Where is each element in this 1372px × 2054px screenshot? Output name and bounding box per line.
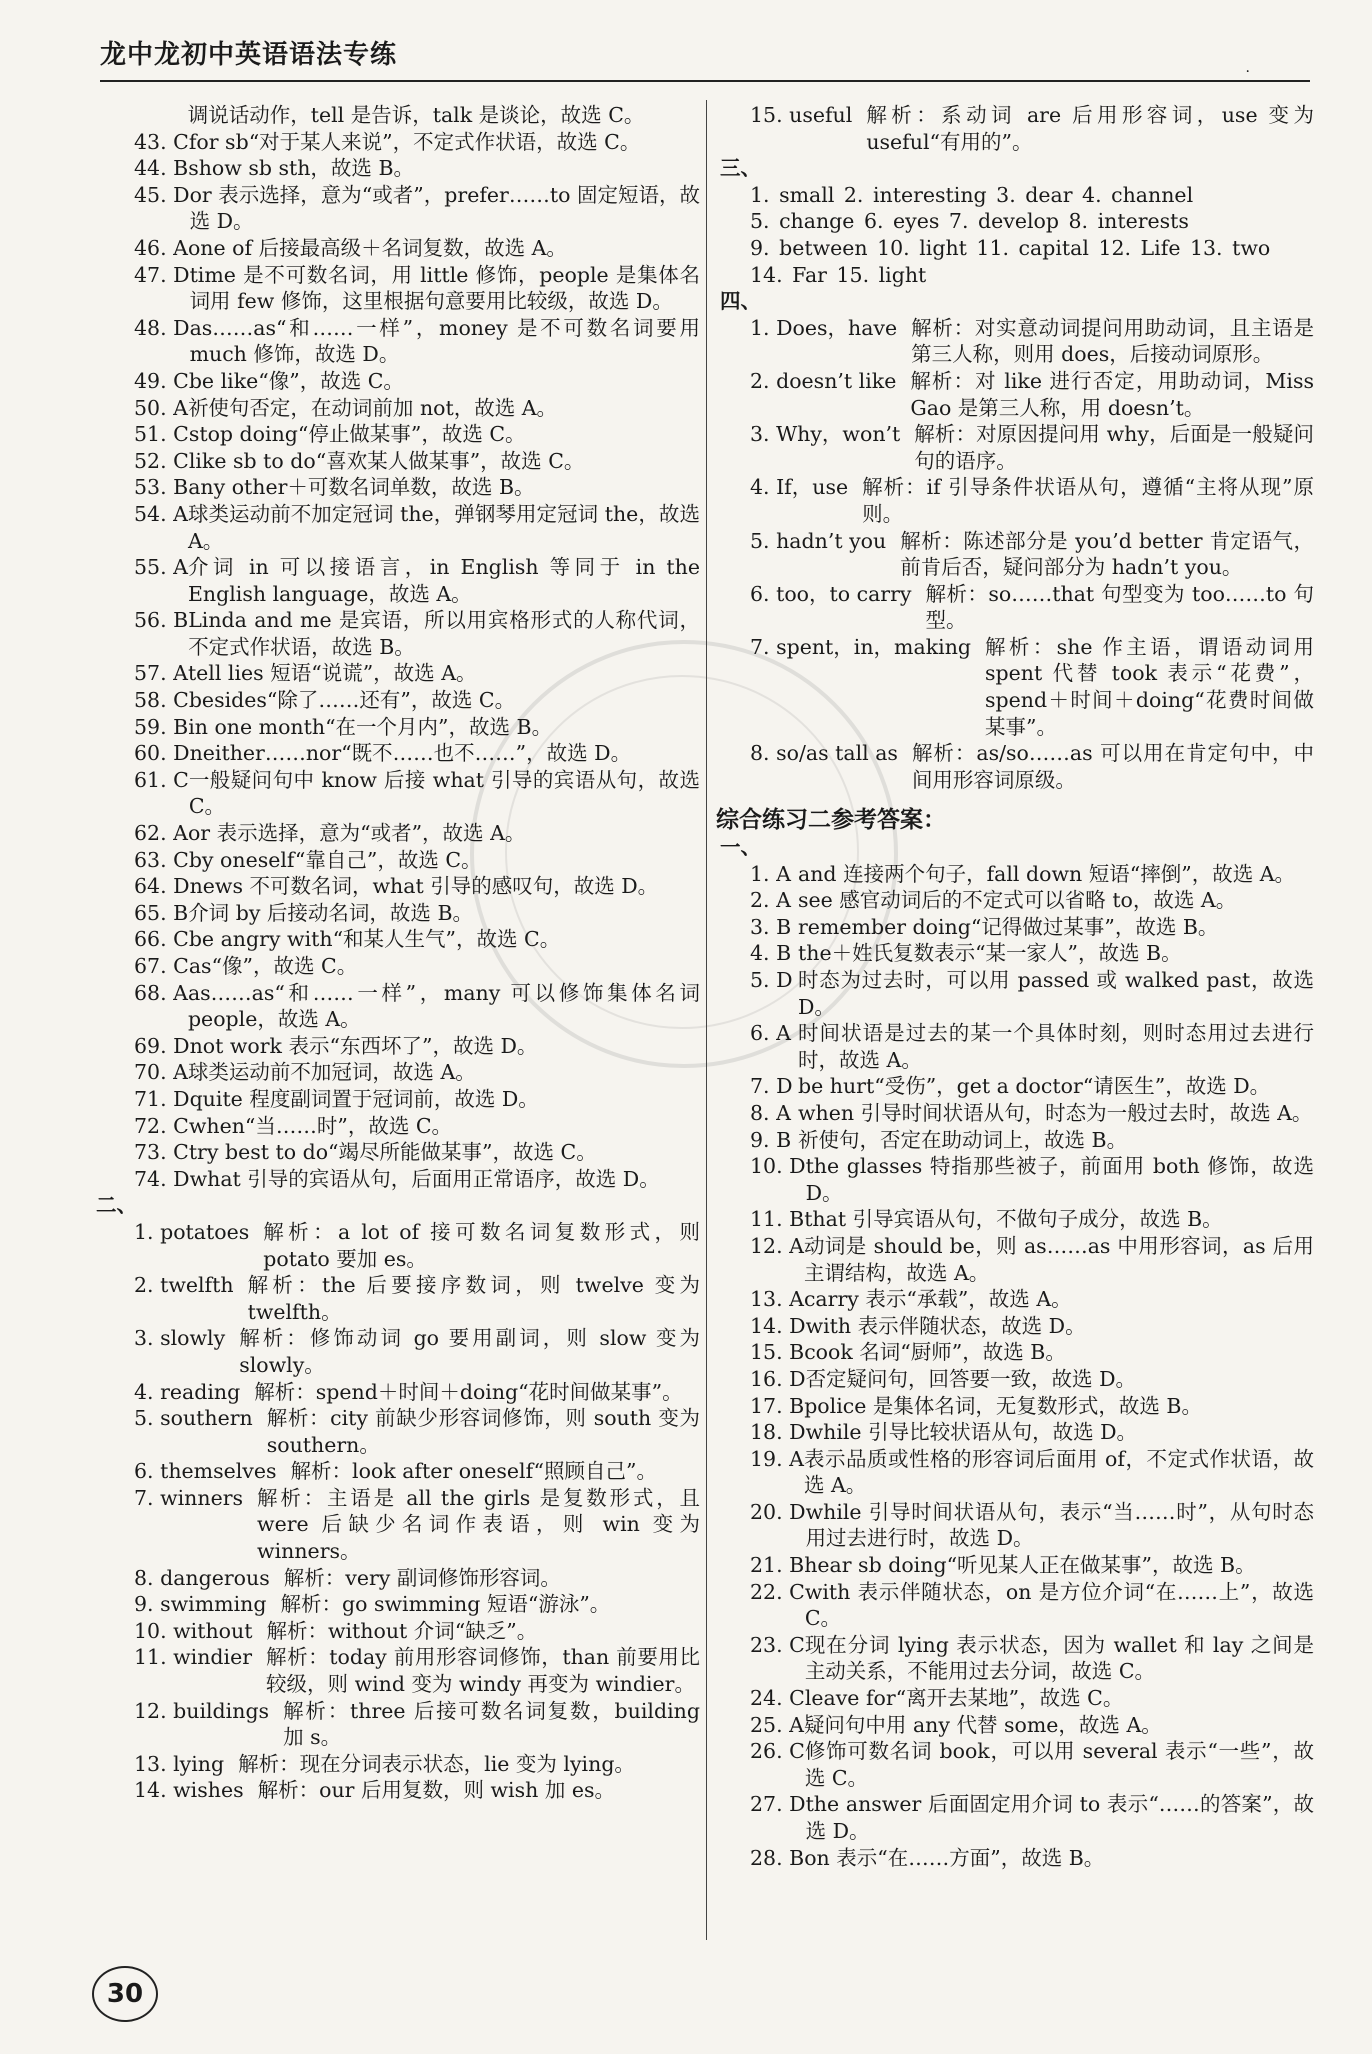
answer-text: 否定疑问句，回答要一致，故选 D。: [805, 1366, 1137, 1391]
answer-text: 现在分词 lying 表示状态，因为 wallet 和 lay 之间是主动关系，不能用过去分词，故选 C。: [804, 1632, 1314, 1684]
answer-number: 58. C: [134, 688, 189, 713]
word-answer-row: [90, 1219, 700, 1272]
answer-row: [90, 102, 700, 129]
answer-row: [714, 1153, 1314, 1206]
word-explanation: 解析：the 后要接序数词，则 twelve 变为 twelfth。: [247, 1273, 700, 1324]
answer-row: [714, 1100, 1314, 1127]
answer-row: [714, 1738, 1314, 1791]
answer-text: as“像”，故选 C。: [188, 954, 358, 978]
answer-text: Linda and me 是宾语，所以用宾格形式的人称代词，不定式作状语，故选 B。: [188, 608, 700, 659]
answer-text: that 引导宾语从句，不做句子成分，故选 B。: [804, 1207, 1223, 1232]
answer-text: like sb to do“喜欢某人做某事”，故选 C。: [188, 448, 585, 473]
answer-text: 动词是 should be，则 as……as 中用形容词，as 后用主谓结构，故选 A。: [803, 1233, 1314, 1285]
answer-number: 11. B: [750, 1207, 805, 1232]
section-label: 四、: [720, 289, 761, 314]
answer-number: 65. B: [134, 900, 189, 925]
answer-text: what 引导的宾语从句，后面用正常语序，故选 D。: [189, 1166, 660, 1191]
answer-text: be angry with“和某人生气”，故选 C。: [188, 927, 561, 952]
answer-text: tell lies 短语“说谎”，故选 A。: [187, 661, 477, 686]
word-explanation: 解析：our 后用复数，则 wish 加 es。: [257, 1778, 615, 1803]
answer-row: [90, 714, 700, 741]
word-answer: 1. Does，have: [750, 315, 898, 340]
word-answer: 3. Why，won’t: [750, 422, 901, 447]
word-answer-row: [714, 634, 1314, 740]
answer-number: 57. A: [134, 661, 188, 686]
answer-row: [90, 740, 700, 767]
answer-number: 10. D: [750, 1154, 806, 1179]
word-answer: 7. winners: [134, 1485, 244, 1510]
word-answer-row: [90, 1565, 700, 1592]
word-answer: 7. spent，in，making: [750, 634, 972, 659]
word-form-answers: [90, 1219, 700, 1804]
answer-row: [90, 660, 700, 687]
answer-text: police 是集体名词，无复数形式，故选 B。: [804, 1393, 1202, 1418]
answer-number: 43. C: [134, 129, 189, 154]
answer-row: [90, 873, 700, 900]
answer-number: 47. D: [134, 262, 190, 287]
answer-text: stop doing“停止做某事”，故选 C。: [188, 422, 526, 447]
answer-text: with 表示伴随状态，故选 D。: [805, 1313, 1086, 1338]
answer-number: 59. B: [134, 714, 189, 739]
word-answer: 5. hadn’t you: [750, 528, 887, 553]
word-answer: 4. reading: [134, 1379, 241, 1404]
word-answer-row: [714, 315, 1314, 368]
answer-row: [714, 861, 1314, 888]
word-explanation: 解析：系动词 are 后用形容词，use 变为 useful“有用的”。: [866, 103, 1314, 154]
answer-number: 44. B: [134, 156, 189, 181]
answer-text: the answer 后面固定用介词 to 表示“……的答案”，故选 D。: [805, 1792, 1314, 1843]
word-explanation: 解析：so……that 句型变为 too……to 句型。: [925, 581, 1314, 633]
answer-number: 56. B: [134, 608, 189, 633]
word-answer-row: [714, 528, 1314, 581]
answer-number: 63. C: [134, 847, 189, 872]
answer-text: news 不可数名词，what 引导的感叹句，故选 D。: [189, 874, 659, 899]
answer-row: [90, 474, 700, 501]
answer-text: not work 表示“东西坏了”，故选 D。: [189, 1033, 538, 1058]
word-explanation: 解析：if 引导条件状语从句，遵循“主将从现”原则。: [862, 475, 1314, 526]
answer-row: [714, 1073, 1314, 1100]
answer-number: 61. C: [134, 767, 189, 792]
answer-number: 68. A: [134, 980, 188, 1005]
word-answer-row: [90, 1379, 700, 1406]
answer-number: 19. A: [750, 1446, 804, 1471]
answer-text: when“当……时”，故选 C。: [188, 1113, 453, 1138]
answer-number: 9. B: [750, 1127, 792, 1152]
answer-number: 73. C: [134, 1140, 189, 1165]
answer-text: while 引导比较状语从句，故选 D。: [805, 1420, 1138, 1445]
answer-number: 26. C: [750, 1739, 805, 1764]
word-answer-row: [714, 474, 1314, 527]
left-column: [90, 102, 700, 1804]
answer-text: any other＋可数名词单数，故选 B。: [188, 475, 535, 500]
answer-text: 介词 in 可以接语言，in English 等同于 in the English language，故选 A。: [187, 555, 700, 606]
answer-number: 53. B: [134, 475, 189, 500]
answer-text: 调说话动作，tell 是告诉，talk 是谈论，故选 C。: [187, 103, 645, 127]
answer-number: 27. D: [750, 1792, 806, 1817]
word-explanation: 解析：very 副词修饰形容词。: [283, 1565, 561, 1590]
answer-text: or 表示选择，意为“或者”，故选 A。: [187, 821, 526, 846]
word-answer: 6. too，to carry: [750, 581, 912, 606]
answer-row: [714, 887, 1314, 914]
answer-row: [714, 1791, 1314, 1844]
answer-text: and 连接两个句子，fall down 短语“摔倒”，故选 A。: [798, 861, 1296, 886]
word-answer-row: [90, 1618, 700, 1645]
answer-row: [90, 368, 700, 395]
answer-text: the glasses 特指那些被子，前面用 both 修饰，故选 D。: [805, 1154, 1314, 1205]
column-divider: [706, 100, 707, 1940]
answer-row: [714, 1552, 1314, 1579]
answer-number: 66. C: [134, 927, 189, 952]
answer-number: 46. A: [134, 235, 188, 260]
answer-text: hear sb doing“听见某人正在做某事”，故选 B。: [804, 1553, 1256, 1578]
word-answer-row: [714, 421, 1314, 474]
word-answer: 15. useful: [750, 103, 853, 127]
answer-number: 45. D: [134, 182, 190, 207]
answer-row: [714, 1712, 1314, 1739]
answer-number: 22. C: [750, 1579, 805, 1604]
answer-number: 3. B: [750, 914, 792, 939]
book-title: 龙中龙初中英语语法专练: [100, 40, 398, 70]
word-answer: 2. doesn’t like: [750, 368, 897, 393]
answer-text: as……as“和……一样”，money 是不可数名词要用 much 修饰，故选 D。: [189, 315, 700, 367]
answer-number: 52. C: [134, 448, 189, 473]
word-answer-row: [90, 1644, 700, 1697]
fill-answers: [714, 182, 1314, 288]
word-answer: 2. twelfth: [134, 1273, 234, 1298]
answer-number: 49. C: [134, 368, 189, 393]
word-explanation: 解析：three 后接可数名词复数，building 加 s。: [283, 1698, 700, 1750]
section-label: 一、: [720, 835, 761, 860]
word-explanation: 解析：today 前用形容词修饰，than 前要用比较级，则 wind 变为 windy 再变为 windier。: [266, 1645, 700, 1697]
answer-number: 8. A: [750, 1100, 791, 1125]
word-explanation: 解析：对实意动词提问用助动词，且主语是第三人称，则用 does，后接动词原形。: [911, 315, 1314, 367]
mc-answers-list-2: [714, 861, 1314, 1872]
word-answer: 4. If，use: [750, 475, 849, 500]
answer-row: [714, 940, 1314, 967]
answer-row: [90, 155, 700, 182]
answer-row: [714, 1845, 1314, 1872]
answer-text: the＋姓氏复数表示“某一家人”，故选 B。: [798, 941, 1182, 966]
word-answer-row: [90, 1458, 700, 1485]
word-explanation: 解析：she 作主语，谓语动词用 spent 代替 took 表示“花费”，spend＋时间＋doing“花费时间做某事”。: [985, 634, 1314, 739]
answer-text: as……as“和……一样”，many 可以修饰集体名词 people，故选 A。: [187, 980, 700, 1032]
word-answer: 1. potatoes: [134, 1219, 250, 1244]
answer-text: for sb“对于某人来说”，不定式作状语，故选 C。: [188, 129, 641, 154]
answer-row: [714, 1685, 1314, 1712]
word-explanation: 解析：对原因提问用 why，后面是一般疑问句的语序。: [914, 422, 1314, 473]
answer-number: 4. B: [750, 941, 792, 966]
answer-row: [90, 448, 700, 475]
answer-number: 6. A: [750, 1021, 791, 1046]
answer-text: 时态为过去时，可以用 passed 或 walked past，故选 D。: [798, 968, 1314, 1019]
answer-number: 20. D: [750, 1499, 806, 1524]
section-label: 二、: [96, 1193, 137, 1218]
answer-number: 74. D: [134, 1166, 190, 1191]
answer-text: 介词 by 后接动名词，故选 B。: [188, 900, 474, 925]
answer-text: 时间状语是过去的某一个具体时刻，则时态用过去进行时，故选 A。: [798, 1021, 1314, 1072]
word-answer: 13. lying: [134, 1751, 225, 1776]
answer-number: 54. A: [134, 501, 188, 526]
word-answer: 14. wishes: [134, 1778, 244, 1803]
page-number: 30: [92, 1966, 158, 2022]
word-answer: 11. windier: [134, 1645, 253, 1670]
answer-text: show sb sth，故选 B。: [188, 156, 415, 181]
word-explanation: 解析：spend＋时间＋doing“花时间做某事”。: [254, 1379, 683, 1404]
word-answer-row: [90, 1405, 700, 1458]
word-answer-row: [714, 581, 1314, 634]
answer-text: be like“像”，故选 C。: [188, 368, 404, 393]
answer-text: or 表示选择，意为“或者”，prefer……to 固定短语，故选 D。: [189, 182, 700, 234]
answer-text: see 感官动词后的不定式可以省略 to，故选 A。: [798, 888, 1237, 913]
answer-row: [90, 900, 700, 927]
word-answer-row: [90, 1751, 700, 1778]
word-answer-row: [90, 1325, 700, 1378]
answer-number: 60. D: [134, 741, 190, 766]
answer-text: 表示品质或性格的形容词后面用 of，不定式作状语，故选 A。: [803, 1446, 1314, 1498]
answer-row: [90, 1033, 700, 1060]
answer-number: 24. C: [750, 1686, 805, 1711]
answer-text: carry 表示“承载”，故选 A。: [803, 1287, 1072, 1312]
answer-number: 18. D: [750, 1420, 806, 1445]
word-answer-row: [90, 1272, 700, 1325]
answer-row: [714, 1313, 1314, 1340]
rewrite-answers: [714, 315, 1314, 794]
answer-text: neither……nor“既不……也不……”，故选 D。: [189, 741, 632, 766]
answer-row: [714, 914, 1314, 941]
answer-row: [90, 1166, 700, 1193]
answer-row: [714, 1632, 1314, 1685]
answer-number: 23. C: [750, 1632, 805, 1657]
word-answer: 8. dangerous: [134, 1565, 270, 1590]
answer-text: one of 后接最高级＋名词复数，故选 A。: [187, 235, 567, 260]
answer-number: 1. A: [750, 861, 791, 886]
answer-row: [714, 1233, 1314, 1286]
word-answer: 12. buildings: [134, 1698, 270, 1723]
answer-number: 17. B: [750, 1393, 805, 1418]
answer-text: 球类运动前不加冠词，故选 A。: [187, 1060, 476, 1085]
answer-row: [714, 1127, 1314, 1154]
answer-row: [90, 1113, 700, 1140]
answer-text: 修饰可数名词 book，可以用 several 表示“一些”，故选 C。: [804, 1739, 1314, 1790]
word-explanation: 解析：look after oneself“照顾自己”。: [290, 1459, 658, 1484]
answer-row: [714, 1286, 1314, 1313]
answer-row: [714, 1419, 1314, 1446]
right-column: [714, 102, 1314, 1871]
answer-row: [90, 235, 700, 262]
answer-row: [90, 182, 700, 235]
answer-row: [90, 767, 700, 820]
answer-text: 疑问句中用 any 代替 some，故选 A。: [803, 1712, 1162, 1737]
word-explanation: 解析：go swimming 短语“游泳”。: [280, 1592, 611, 1617]
answer-row: [714, 1020, 1314, 1073]
word-explanation: 解析：修饰动词 go 要用副词，则 slow 变为 slowly。: [239, 1326, 700, 1377]
answer-number: 72. C: [134, 1113, 189, 1138]
answer-row: [90, 687, 700, 714]
answer-row: [90, 554, 700, 607]
answer-number: 55. A: [134, 555, 188, 580]
answer-text: by oneself“靠自己”，故选 C。: [188, 847, 482, 872]
answer-row: [90, 315, 700, 368]
fill-answer-line: 9. between 10. light 11. capital 12. Life 13. two: [750, 235, 1271, 260]
word-explanation: 解析：对 like 进行否定，用助动词，Miss Gao 是第三人称，用 doesn’t。: [910, 368, 1314, 420]
answer-number: 25. A: [750, 1712, 804, 1737]
word-explanation: 解析：as/so……as 可以用在肯定句中，中间用形容词原级。: [911, 741, 1314, 792]
word-answer-row: [714, 740, 1314, 793]
answer-row: [90, 395, 700, 422]
answer-row: [714, 1339, 1314, 1366]
answer-row: [714, 1366, 1314, 1393]
answer-text: in one month“在一个月内”，故选 B。: [188, 714, 553, 739]
section-label: 三、: [720, 156, 761, 181]
page-header: [100, 26, 1310, 82]
word-answer: 10. without: [134, 1618, 253, 1643]
word-answer-row: [714, 368, 1314, 421]
fill-answer-line: 5. change 6. eyes 7. develop 8. interests: [750, 209, 1189, 234]
answer-number: 64. D: [134, 874, 190, 899]
answer-row: [90, 820, 700, 847]
word-answer-row: [90, 1485, 700, 1565]
answer-row: [90, 501, 700, 554]
word-answer: 3. slowly: [134, 1326, 226, 1351]
answer-number: 15. B: [750, 1340, 805, 1365]
word-explanation: 解析：陈述部分是 you’d better 肯定语气，前肯后否，疑问部分为 hadn’t you。: [900, 528, 1314, 580]
answer-row: [90, 847, 700, 874]
answer-number: 48. D: [134, 315, 190, 340]
answer-row: [90, 1139, 700, 1166]
word-explanation: 解析：现在分词表示状态，lie 变为 lying。: [238, 1751, 635, 1776]
answer-text: when 引导时间状语从句，时态为一般过去时，故选 A。: [798, 1100, 1313, 1125]
answer-text: try best to do“竭尽所能做某事”，故选 C。: [188, 1140, 597, 1165]
answer-row: [714, 1393, 1314, 1420]
word-explanation: 解析：a lot of 接可数名词复数形式，则 potato 要加 es。: [263, 1219, 700, 1271]
answer-text: on 表示“在……方面”，故选 B。: [804, 1845, 1105, 1870]
answer-number: 50. A: [134, 395, 188, 420]
answer-row: [714, 967, 1314, 1020]
answer-row: [90, 607, 700, 660]
answer-number: 67. C: [134, 954, 189, 978]
answer-row: [714, 1579, 1314, 1632]
answer-number: 69. D: [134, 1033, 190, 1058]
answer-row: [90, 421, 700, 448]
word-answer-row: [90, 1698, 700, 1751]
answer-text: while 引导时间状语从句，表示“当……时”，从句时态用过去进行时，故选 D。: [805, 1499, 1314, 1551]
word-explanation: 解析：主语是 all the girls 是复数形式，且 were 后缺少名词作表语，则 win 变为 winners。: [257, 1485, 700, 1564]
answer-row: [90, 1059, 700, 1086]
answer-number: 2. A: [750, 888, 791, 913]
word-explanation: 解析：without 介词“缺乏”。: [266, 1618, 538, 1643]
word-answer: 6. themselves: [134, 1459, 277, 1484]
word-answer: 9. swimming: [134, 1592, 267, 1617]
answer-text: quite 程度副词置于冠词前，故选 D。: [189, 1086, 539, 1111]
word-answer: 8. so/as tall as: [750, 741, 898, 766]
section-title: 综合练习二参考答案：: [716, 807, 946, 834]
answer-row: [714, 1446, 1314, 1499]
word-answer-row: [714, 102, 1314, 155]
mc-answers-list: [90, 129, 700, 1193]
answer-number: 12. A: [750, 1233, 804, 1258]
answer-text: remember doing“记得做过某事”，故选 B。: [798, 914, 1219, 939]
answer-number: 71. D: [134, 1086, 190, 1111]
fill-answer-line: 14. Far 15. light: [750, 262, 927, 287]
answer-row: [90, 953, 700, 980]
answer-number: 13. A: [750, 1287, 804, 1312]
word-answer-row: [90, 1777, 700, 1804]
fill-answer-line: 1. small 2. interesting 3. dear 4. channel: [750, 182, 1194, 207]
answer-number: 14. D: [750, 1313, 806, 1338]
answer-row: [90, 129, 700, 156]
answer-number: 5. D: [750, 968, 793, 992]
answer-number: 7. D: [750, 1074, 793, 1099]
word-answer: 5. southern: [134, 1406, 253, 1431]
answer-text: leave for“离开去某地”，故选 C。: [804, 1686, 1124, 1711]
answer-number: 16. D: [750, 1366, 806, 1391]
word-answer-row: [90, 1591, 700, 1618]
answer-row: [714, 1206, 1314, 1233]
answer-text: 祈使句否定，在动词前加 not，故选 A。: [187, 395, 558, 420]
answer-number: 21. B: [750, 1553, 805, 1578]
answer-text: time 是不可数名词，用 little 修饰，people 是集体名词用 few 修饰，这里根据句意要用比较级，故选 D。: [189, 262, 700, 314]
answer-text: with 表示伴随状态，on 是方位介词“在……上”，故选 C。: [804, 1579, 1314, 1631]
answer-text: 祈使句，否定在助动词上，故选 B。: [798, 1127, 1128, 1152]
answer-row: [90, 980, 700, 1033]
answer-number: 70. A: [134, 1060, 188, 1085]
answer-row: [90, 262, 700, 315]
answer-number: 51. C: [134, 422, 189, 447]
word-explanation: 解析：city 前缺少形容词修饰，则 south 变为 southern。: [266, 1406, 700, 1457]
answer-text: be hurt“受伤”，get a doctor“请医生”，故选 D。: [798, 1074, 1271, 1099]
answer-number: 28. B: [750, 1845, 805, 1870]
answer-text: 球类运动前不加定冠词 the，弹钢琴用定冠词 the，故选 A。: [187, 501, 700, 553]
answer-row: [90, 926, 700, 953]
answer-text: cook 名词“厨师”，故选 B。: [804, 1340, 1066, 1365]
answer-row: [714, 1499, 1314, 1552]
header-dot: ·: [1245, 64, 1250, 80]
answer-row: [90, 1086, 700, 1113]
answer-number: 62. A: [134, 821, 188, 846]
answer-text: besides“除了……还有”，故选 C。: [188, 688, 516, 713]
answer-text: 一般疑问句中 know 后接 what 引导的宾语从句，故选 C。: [188, 767, 700, 819]
